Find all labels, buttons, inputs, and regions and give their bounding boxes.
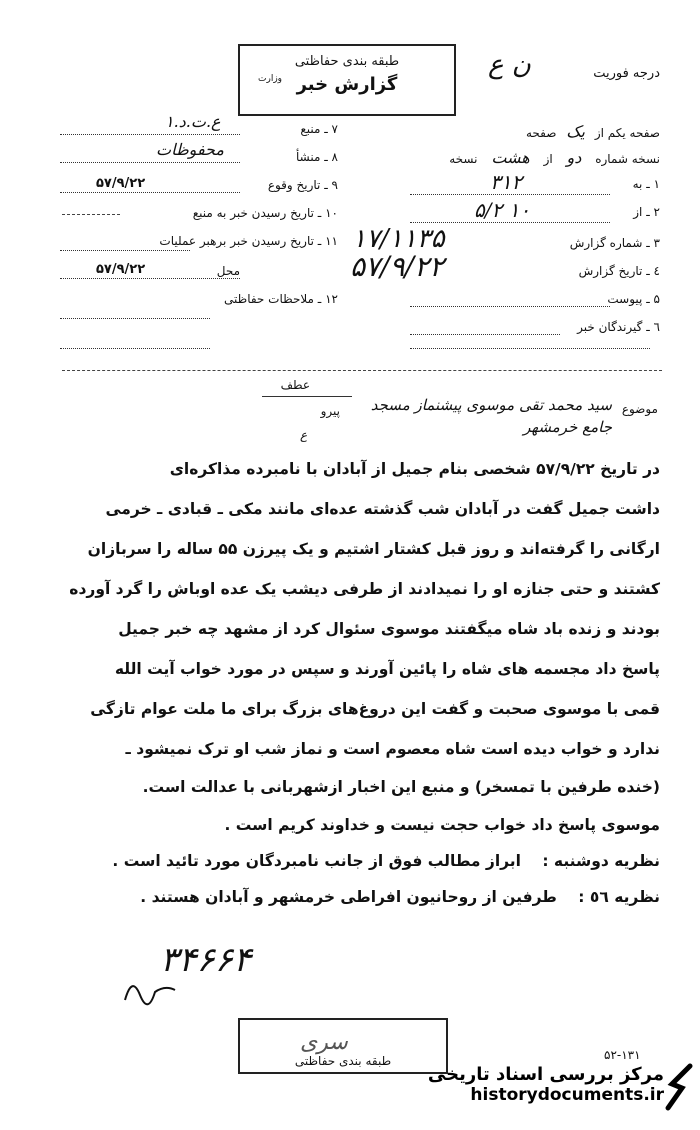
body-line-2: داشت جمیل گفت در آبادان شب گذشته عده‌ای مانند مکی ـ قبادی ـ خرمی: [105, 500, 660, 518]
notes-line-2: [60, 348, 210, 349]
body-line-5: بودند و زنده باد شاه میگفتند موسوی سئوال کرد از مشهد چه خبر جمیل: [118, 620, 660, 638]
place-line: [60, 278, 240, 279]
event-date-line: [60, 192, 240, 193]
header-divider: [62, 370, 662, 371]
body-line-9: (خنده طرفین با تمسخر) و منبع این اخبار ازشهربانی با عدالت است.: [142, 778, 660, 796]
field-ops-received: ۱۱ ـ تاریخ رسیدن خبر برهبر عملیات: [159, 234, 338, 248]
report-number-value: ۱۷/۱۱۳۵: [352, 224, 445, 254]
field-to-value: ۳۱۲: [490, 170, 523, 194]
body-line-10: موسوی پاسخ داد خواب حجت نیست و خداوند کریم است .: [224, 816, 660, 834]
copy-number-row: نسخه شماره دو از هشت نسخه: [449, 148, 660, 167]
body-line-8: ندارد و خواب دیده است شاه معصوم است و نماز شب او ترک نمیشود ـ: [125, 740, 660, 758]
footer-stamp: سری: [300, 1030, 348, 1055]
watermark-fa: مرکز بررسی اسناد تاریخی: [427, 1064, 664, 1085]
margin-number: ۳۴۶۶۴: [160, 940, 252, 980]
body-line-3: ارگانی را گرفته‌اند و روز قبل کشتار اشتیم و یک پیرزن ۵۵ ساله را سربازان: [87, 540, 660, 558]
field-origin: ۸ ـ منشأ: [295, 150, 338, 164]
field-from-line: [410, 222, 610, 223]
body-line-4: کشتند و حتی جنازه او را نمیدادند از طرفی دیشب یک عده اوباش را گرد آورده: [69, 580, 660, 598]
subject-line-1: سید محمد تقی موسوی پیشنماز مسجد: [370, 396, 612, 414]
place-date-value: ۵۷/۹/۲۲: [96, 262, 146, 277]
body-line-7: قمی با موسوی صحبت و گفت این دروغ‌های بزرگ برای ما ملت عوام تازگی: [90, 700, 660, 718]
atf-label: عطف: [280, 378, 310, 392]
classification-box: [238, 44, 456, 116]
source-line: [60, 134, 240, 135]
body-line-6: پاسخ داد مجسمه های شاه را پائین آورند و سپس در مورد خواب آیت الله: [114, 660, 660, 678]
classification-label: طبقه بندی حفاظتی: [294, 54, 400, 69]
footer-classification-label: طبقه بندی حفاظتی: [294, 1054, 392, 1068]
watermark-logo-icon: [664, 1062, 694, 1112]
body-line-1: در تاریخ ۵۷/۹/۲۲ شخصی بنام جمیل از آبادان با نامبرده مذاکره‌ای: [169, 460, 660, 478]
field-event-date: ۹ ـ تاریخ وقوع: [267, 178, 338, 192]
field-source: ۷ ـ منبع: [300, 122, 338, 136]
atf-line: [262, 396, 352, 397]
recipients-line-2: [410, 348, 650, 349]
source-received-line: [62, 214, 120, 215]
priority-label: درجه فوریت: [593, 66, 660, 81]
document-title: گزارش خبر: [296, 74, 398, 95]
margin-scribble-icon: [120, 970, 180, 1010]
small-mark: ع: [300, 428, 308, 442]
watermark: [428, 1064, 664, 1105]
field-source-received: ۱۰ ـ تاریخ رسیدن خبر به منبع: [192, 206, 338, 220]
field-place: محل: [216, 264, 240, 278]
ministry-label: وزارت: [258, 74, 283, 84]
subject-line-2: جامع خرمشهر: [523, 418, 612, 436]
peyro-label: پیرو: [320, 404, 340, 418]
subject-label: موضوع: [621, 402, 658, 416]
field-recipients: ٦ ـ گیرندگان خبر: [577, 320, 660, 334]
opinion-2: نظریه ٥٦ : طرفین از روحانیون افراطی خرمشهر و آبادان هستند .: [140, 888, 660, 906]
field-security-notes: ۱۲ ـ ملاحظات حفاظتی: [224, 292, 338, 306]
origin-line: [60, 162, 240, 163]
attachment-line: [410, 306, 610, 307]
field-to-line: [410, 194, 610, 195]
field-report-date: ٤ ـ تاریخ گزارش: [578, 264, 660, 278]
field-from-value: ۵/۲ ۱۰: [474, 198, 531, 222]
ops-received-line: [60, 250, 190, 251]
field-from: ۲ ـ از: [633, 205, 660, 219]
event-date-value: ۵۷/۹/۲۲: [96, 176, 146, 191]
field-to: ۱ ـ به: [632, 177, 660, 191]
field-attachment: ۵ ـ پیوست: [607, 292, 660, 306]
recipients-line: [410, 334, 560, 335]
field-report-number: ۳ ـ شماره گزارش: [569, 236, 660, 250]
notes-line-1: [60, 318, 210, 319]
source-value: ع.ت.د.۱: [165, 112, 221, 131]
page-count-row: صفحه یکم از یک صفحه: [525, 122, 660, 141]
origin-value: محفوظات: [156, 140, 224, 159]
top-scribble: ن ع: [488, 50, 531, 80]
footer-classification-box: [238, 1018, 448, 1074]
opinion-1: نظریه دوشنبه : ابراز مطالب فوق از جانب نامبردگان مورد تائید است .: [112, 852, 660, 870]
form-code: ۵۲-۱۳۱: [604, 1048, 641, 1062]
report-date-value: ۵۷/۹/۲۲: [350, 250, 445, 283]
watermark-en: historydocuments.ir: [470, 1085, 664, 1105]
